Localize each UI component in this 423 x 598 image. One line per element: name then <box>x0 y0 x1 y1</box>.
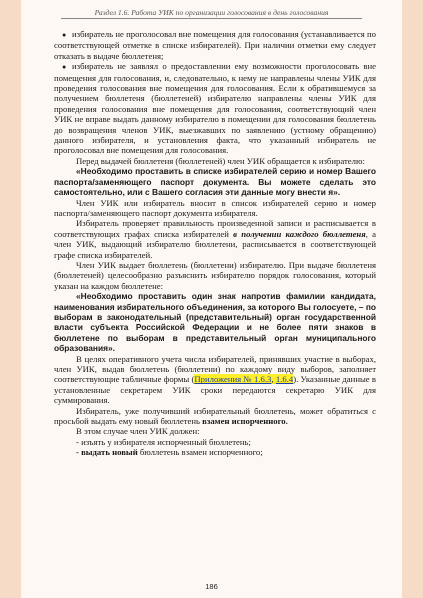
page-body <box>54 29 376 458</box>
left-margin-band <box>0 0 21 598</box>
paragraph-text: Избиратель, уже получивший избирательный бюллетень, может обратиться с просьбой выдать ему новый бюллетень <box>54 405 376 427</box>
quote-paragraph: «Необходимо проставить в списке избирателей серию и номер Вашего паспорта/заменяющего паспорт документа. Вы можете сделать это самостоятельно, или с Вашего согласия эти данные могу внести я». <box>54 166 376 198</box>
quote-paragraph: «Необходимо проставить один знак напротив фамилии кандидата, наименования избирательного объединения, за которого Вы голосуете, – по выборам в законодательный (представительный) орган государственной власти субъекта Российской Федерации и не более пяти знаков в бюллетене по выборам в представительный орган муниципального образования». <box>54 291 376 354</box>
paragraph-text: В целях оперативного учета числа избирателей, принявших участие в выборах, член УИК, выдав бюллетень (бюллетени) по каждому виду выборов, заполняет соответствующие табличные формы ( <box>54 353 376 385</box>
appendix-link[interactable]: Приложения № 1.6.3 <box>194 374 272 385</box>
paragraph <box>54 354 376 406</box>
bullet-icon: ● <box>62 31 67 39</box>
list-item <box>54 447 376 457</box>
paragraph <box>54 218 376 260</box>
paragraph-text: , а член УИК, выдающий избирателю бюллетени, расписывается в соответствующей графе списка избирателей. <box>54 228 376 260</box>
paragraph: Член УИК или избиратель вносит в список избирателей серию и номер паспорта/заменяющего паспорт документа избирателя. <box>54 197 376 218</box>
paragraph: Член УИК выдает бюллетень (бюллетени) избирателю. При выдаче бюллетеня (бюллетеней) целесообразно разъяснить избирателю порядок голосования, который указан на каждом бюллетене: <box>54 259 376 291</box>
paragraph: Перед выдачей бюллетеня (бюллетеней) член УИК обращается к избирателю: <box>76 155 365 166</box>
bullet-item <box>54 29 376 61</box>
appendix-link[interactable]: 1.6.4 <box>275 374 294 385</box>
bullet-text: избиратель не проголосовал вне помещения для голосования (устанавливается по соответствующей отметке в списке избирателей). При наличии отметки ему следует отказать в выдаче бюллетеня; <box>54 29 376 61</box>
paragraph-text: Избиратель проверяет правильность произведенной записи и расписывается в соответствующих графах списка избирателей <box>54 218 376 239</box>
right-margin-band <box>402 0 423 598</box>
emphasis-text: - выдать новый <box>76 447 138 458</box>
emphasis-text: взамен испорченного. <box>202 416 288 427</box>
list-item: - изъять у избирателя испорченный бюллетень; <box>76 436 251 447</box>
emphasis-text: в получении каждого бюллетеня <box>233 228 366 239</box>
paragraph <box>54 406 376 427</box>
link-separator: , <box>271 374 276 385</box>
paragraph: В этом случае член УИК должен: <box>76 426 200 437</box>
document-page <box>21 0 402 598</box>
page-number: 186 <box>205 582 218 591</box>
bullet-item <box>54 61 376 156</box>
paragraph-text: ). Указанные данные в установленные секретарем УИК сроки передаются секретарю УИК для суммирования. <box>54 374 377 406</box>
list-item-text: бюллетень взамен испорченного; <box>137 447 263 458</box>
bullet-icon: ● <box>62 63 67 72</box>
running-header: Раздел 1.6. Работа УИК по организации голосования в день голосования <box>61 8 362 19</box>
highlighted-reference <box>194 374 293 384</box>
bullet-text: избиратель не заявлял о предоставлении ему возможности проголосовать вне помещения для голосования, и, следовательно, к нему не направлены члены УИК для проведения голосования вне помещения для голосования. Если к обратившемуся за получением бюллетеня (бюллетеней) избирателю направлены члены УИК для проведения голосования вне помещения для голосования, соответствующий член УИК не вправе выдать данному избирателю в помещении для голосования бюллетень до возвращения членов УИК, выезжавших по заявлению (устному обращению) данного избирателя, и установления факта, что указанный избиратель не проголосовал вне помещения для голосования. <box>54 61 376 156</box>
